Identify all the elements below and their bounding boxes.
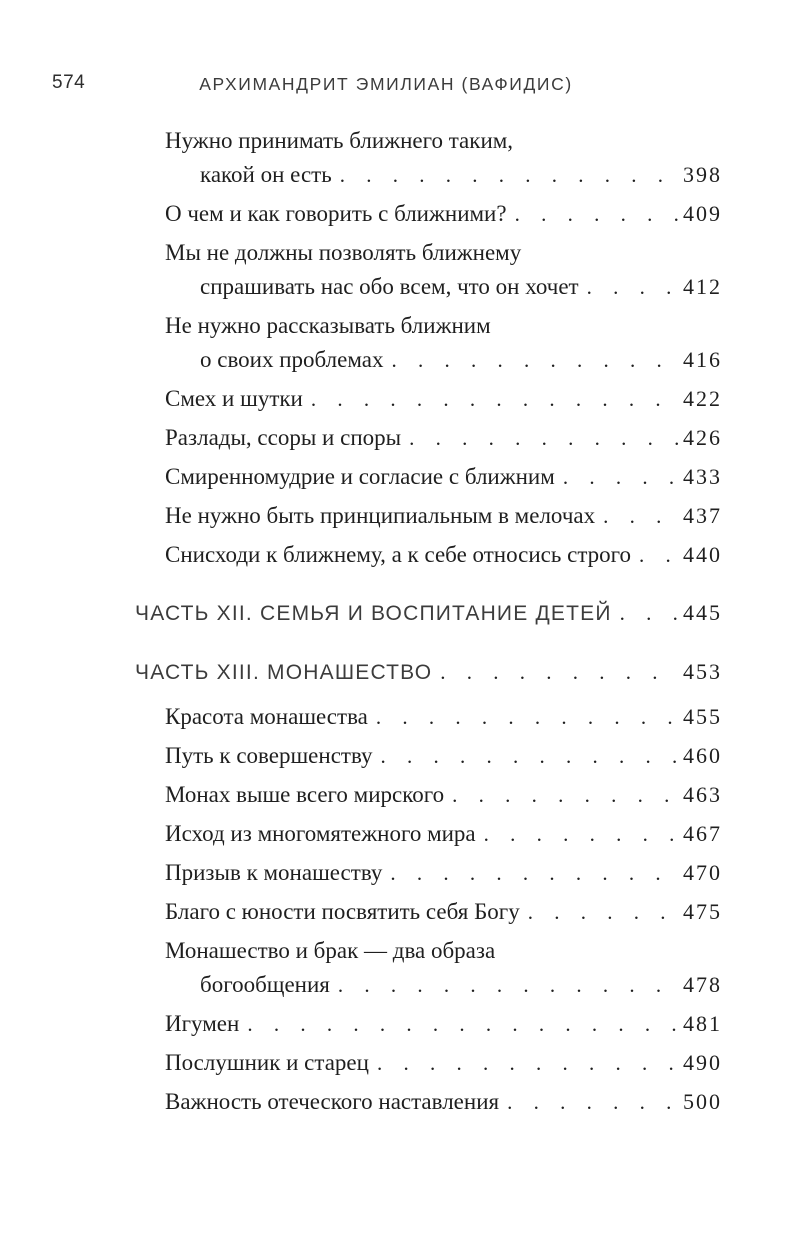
toc-item-entry[interactable] (52, 499, 720, 533)
toc-entry-line (52, 700, 720, 734)
dot-leader (369, 1046, 680, 1080)
toc-entry-line (52, 236, 720, 270)
dot-leader (368, 700, 680, 734)
toc-item-entry[interactable] (52, 197, 720, 231)
toc-item-entry[interactable] (52, 421, 720, 455)
toc-entry-line (52, 1046, 720, 1080)
toc-entry-title: Призыв к монашеству (165, 860, 383, 885)
toc-item-entry[interactable] (52, 1046, 720, 1080)
toc-entry-title: Путь к совершенству (165, 743, 373, 768)
toc-page-number: 422 (683, 386, 722, 411)
toc-item-entry[interactable] (52, 236, 720, 304)
dot-leader (499, 1085, 680, 1119)
dot-leader (332, 158, 680, 192)
toc-section-entry[interactable] (52, 655, 720, 690)
toc-entry-line (52, 421, 720, 455)
toc-page-number: 426 (683, 425, 722, 450)
toc-page-number: 433 (683, 464, 722, 489)
toc-page-number: 453 (683, 659, 722, 684)
toc-page-number: 475 (683, 899, 722, 924)
toc-entry-line (52, 739, 720, 773)
dot-leader (631, 538, 680, 572)
toc-entry-line (52, 158, 720, 192)
toc-page-number: 500 (683, 1089, 722, 1114)
toc-entry-title: Монашество и брак — два образа (165, 938, 496, 963)
toc-entry-title: Мы не должны позволять ближнему (165, 240, 522, 265)
toc-entry-line (52, 655, 720, 690)
dot-leader (303, 382, 680, 416)
toc-item-entry[interactable] (52, 1085, 720, 1119)
toc-page-number: 470 (683, 860, 722, 885)
toc-page-number: 463 (683, 782, 722, 807)
toc-entry-line (52, 197, 720, 231)
toc-entry-line (52, 382, 720, 416)
dot-leader (382, 856, 680, 890)
toc-entry-title: Исход из многомятежного мира (165, 821, 476, 846)
toc-item-entry[interactable] (52, 934, 720, 1002)
dot-leader (383, 343, 680, 377)
dot-leader (444, 778, 680, 812)
toc-page-number: 445 (683, 600, 722, 625)
dot-leader (507, 197, 680, 231)
toc-entry-title: Важность отеческого наставления (165, 1089, 500, 1114)
running-header (52, 72, 720, 96)
toc-entry-title: О чем и как говорить с ближними? (165, 201, 507, 226)
toc-entry-line (52, 270, 720, 304)
toc-entry-title: Разлады, ссоры и споры (165, 425, 402, 450)
toc-list (52, 124, 720, 1119)
toc-entry-title: какой он есть (200, 162, 332, 187)
toc-entry-title: Благо с юности посвятить себя Богу (165, 899, 520, 924)
toc-item-entry[interactable] (52, 739, 720, 773)
toc-entry-line (52, 934, 720, 968)
dot-leader (330, 968, 680, 1002)
toc-entry-title: ЧАСТЬ XIII. МОНАШЕСТВО (135, 661, 433, 684)
toc-entry-line (52, 460, 720, 494)
toc-item-entry[interactable] (52, 817, 720, 851)
toc-entry-title: Нужно принимать ближнего таким, (165, 128, 514, 153)
running-title: АРХИМАНДРИТ ЭМИЛИАН (ВАФИДИС) (199, 74, 573, 94)
toc-item-entry[interactable] (52, 382, 720, 416)
toc-item-entry[interactable] (52, 309, 720, 377)
toc-page-number: 440 (683, 542, 722, 567)
toc-item-entry[interactable] (52, 895, 720, 929)
dot-leader (401, 421, 680, 455)
toc-entry-title: Послушник и старец (165, 1050, 369, 1075)
toc-entry-title: Игумен (165, 1011, 240, 1036)
toc-item-entry[interactable] (52, 460, 720, 494)
toc-entry-title: Снисходи к ближнему, а к себе относись строго (165, 542, 632, 567)
toc-entry-line (52, 856, 720, 890)
dot-leader (520, 895, 680, 929)
toc-page-number: 437 (683, 503, 722, 528)
page-folio-number: 574 (52, 72, 86, 93)
toc-entry-line (52, 124, 720, 158)
toc-entry-line (52, 538, 720, 572)
dot-leader (476, 817, 680, 851)
dot-leader (612, 596, 680, 630)
toc-page-number: 478 (683, 972, 722, 997)
toc-entry-title: Смех и шутки (165, 386, 303, 411)
toc-entry-title: Не нужно рассказывать ближним (165, 313, 491, 338)
toc-entry-title: ЧАСТЬ XII. СЕМЬЯ И ВОСПИТАНИЕ ДЕТЕЙ (135, 602, 612, 625)
toc-entry-line (52, 309, 720, 343)
toc-entry-line (52, 343, 720, 377)
toc-entry-line (52, 817, 720, 851)
toc-entry-line (52, 778, 720, 812)
toc-section-entry[interactable] (52, 596, 720, 631)
toc-entry-line (52, 895, 720, 929)
dot-leader (432, 655, 680, 689)
toc-page-number: 490 (683, 1050, 722, 1075)
toc-item-entry[interactable] (52, 700, 720, 734)
toc-item-entry[interactable] (52, 778, 720, 812)
toc-entry-title: спрашивать нас обо всем, что он хочет (200, 274, 579, 299)
toc-page-number: 467 (683, 821, 722, 846)
dot-leader (579, 270, 680, 304)
toc-entry-line (52, 968, 720, 1002)
toc-page-number: 460 (683, 743, 722, 768)
dot-leader (239, 1007, 680, 1041)
toc-page-number: 409 (683, 201, 722, 226)
toc-entry-title: богообщения (200, 972, 330, 997)
toc-page-number: 455 (683, 704, 722, 729)
toc-entry-title: Красота монашества (165, 704, 368, 729)
toc-item-entry[interactable] (52, 856, 720, 890)
toc-entry-title: о своих проблемах (200, 347, 384, 372)
toc-entry-line (52, 1085, 720, 1119)
dot-leader (555, 460, 680, 494)
toc-entry-title: Монах выше всего мирского (165, 782, 445, 807)
toc-item-entry[interactable] (52, 124, 720, 192)
toc-entry-line (52, 499, 720, 533)
toc-page-number: 416 (683, 347, 722, 372)
toc-entry-title: Не нужно быть принципиальным в мелочах (165, 503, 596, 528)
toc-entry-title: Смиренномудрие и согласие с ближним (165, 464, 555, 489)
dot-leader (373, 739, 680, 773)
dot-leader (595, 499, 680, 533)
toc-item-entry[interactable] (52, 538, 720, 572)
toc-page-number: 481 (683, 1011, 722, 1036)
toc-page-number: 412 (683, 274, 722, 299)
toc-entry-line (52, 596, 720, 631)
toc-entry-line (52, 1007, 720, 1041)
toc-page-number: 398 (683, 162, 722, 187)
toc-item-entry[interactable] (52, 1007, 720, 1041)
